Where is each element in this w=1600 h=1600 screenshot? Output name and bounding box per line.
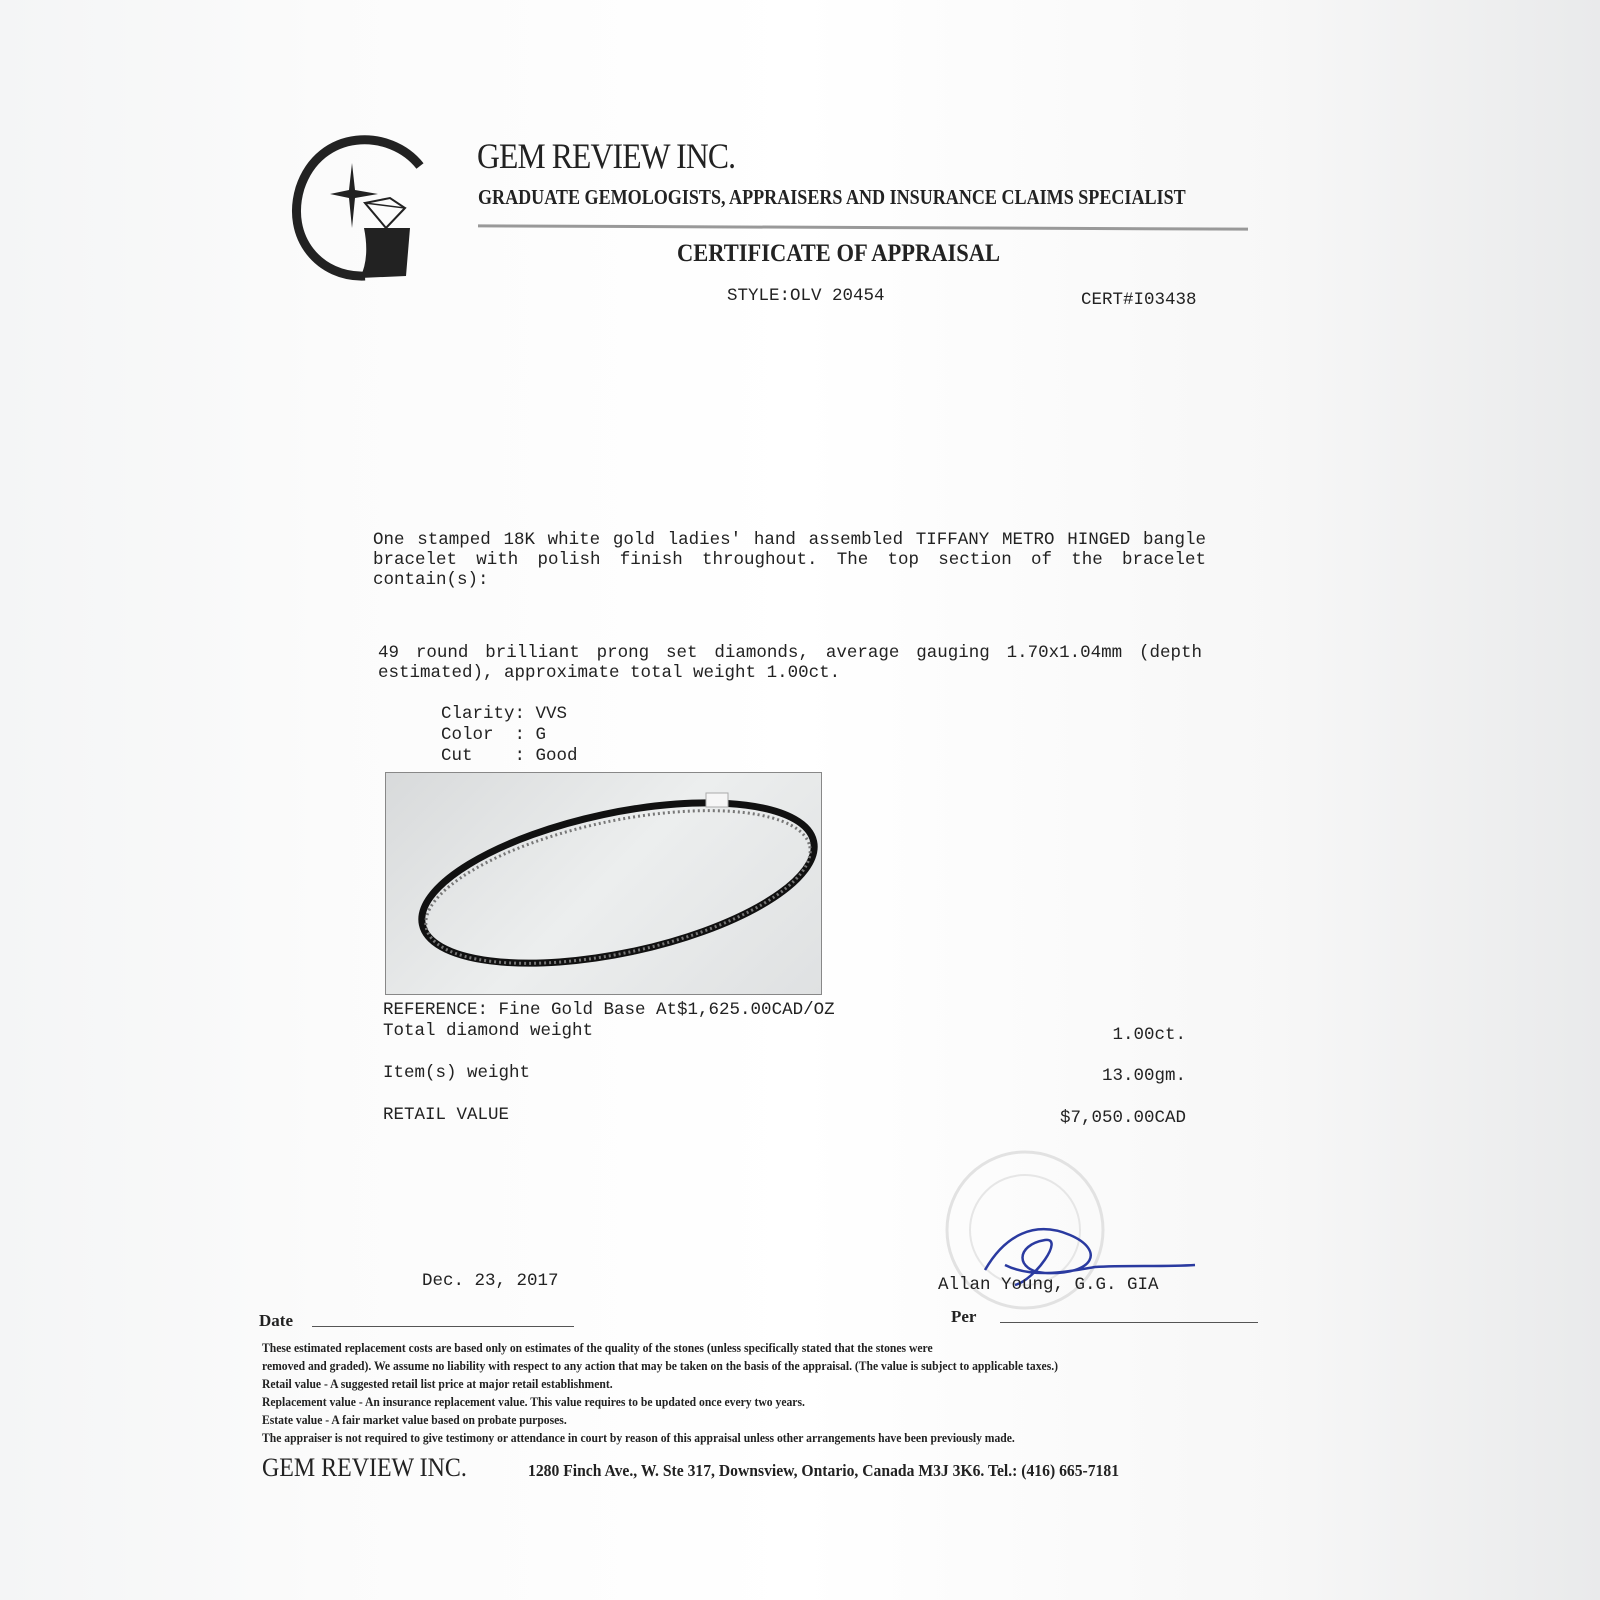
company-tagline: GRADUATE GEMOLOGISTS, APPRAISERS AND INSURANCE CLAIMS SPECIALIST [478, 185, 1186, 209]
grade-clarity: Clarity: VVS [441, 704, 568, 724]
appraisal-date: Dec. 23, 2017 [422, 1271, 559, 1291]
company-name: GEM REVIEW INC. [477, 136, 736, 176]
appraiser-name: Allan Young, G.G. GIA [938, 1275, 1159, 1295]
cert-number: CERT#I03438 [1081, 290, 1197, 310]
bracelet-photo [385, 772, 822, 995]
disclaimer-line: removed and graded). We assume no liability with respect to any action that may be taken on the basis of the appraisal. (The value is subject to applicable taxes.) [262, 1359, 1059, 1373]
disclaimer-line: Estate value - A fair market value based on probate purposes. [262, 1413, 567, 1427]
header-rule [478, 224, 1248, 230]
grade-cut: Cut : Good [441, 746, 578, 766]
item-weight-label: Item(s) weight [383, 1063, 531, 1083]
footer-address: 1280 Finch Ave., W. Ste 317, Downsview, Ontario, Canada M3J 3K6. Tel.: (416) 665-7181 [528, 1461, 1120, 1480]
date-line [312, 1326, 574, 1327]
item-weight-value: 13.00gm. [1101, 1066, 1186, 1086]
footer-company: GEM REVIEW INC. [262, 1453, 467, 1482]
disclaimer-line: Retail value - A suggested retail list price at major retail establishment. [262, 1377, 613, 1391]
style-number: STYLE:OLV 20454 [727, 286, 885, 306]
item-description: One stamped 18K white gold ladies' hand assembled TIFFANY METRO HINGED bangle bracelet with polish finish throughout. The top section of the bracelet contain(s): [373, 530, 1206, 590]
diamond-description: 49 round brilliant prong set diamonds, average gauging 1.70x1.04mm (depth estimated), approximate total weight 1.00ct. [378, 643, 1202, 683]
grade-color: Color : G [441, 725, 547, 745]
disclaimer-line: The appraiser is not required to give testimony or attendance in court by reason of this appraisal unless other arrangements have been previously made. [262, 1431, 1015, 1445]
total-diamond-weight-label: Total diamond weight [383, 1021, 594, 1041]
date-label: Date [259, 1311, 293, 1330]
disclaimer-line: Replacement value - An insurance replacement value. This value requires to be updated once every two years. [262, 1395, 805, 1409]
document-title: CERTIFICATE OF APPRAISAL [677, 240, 1001, 267]
total-diamond-weight-value: 1.00ct. [1112, 1025, 1186, 1045]
retail-value-label: RETAIL VALUE [383, 1105, 510, 1125]
reference-line: REFERENCE: Fine Gold Base At$1,625.00CAD/OZ [383, 1000, 835, 1020]
retail-value-amount: $7,050.00CAD [1059, 1108, 1186, 1128]
disclaimer-line: These estimated replacement costs are based only on estimates of the quality of the stones (unless specifically stated that the stones were [262, 1341, 933, 1355]
per-line [1000, 1322, 1258, 1323]
company-logo [290, 128, 430, 288]
per-label: Per [951, 1307, 977, 1326]
